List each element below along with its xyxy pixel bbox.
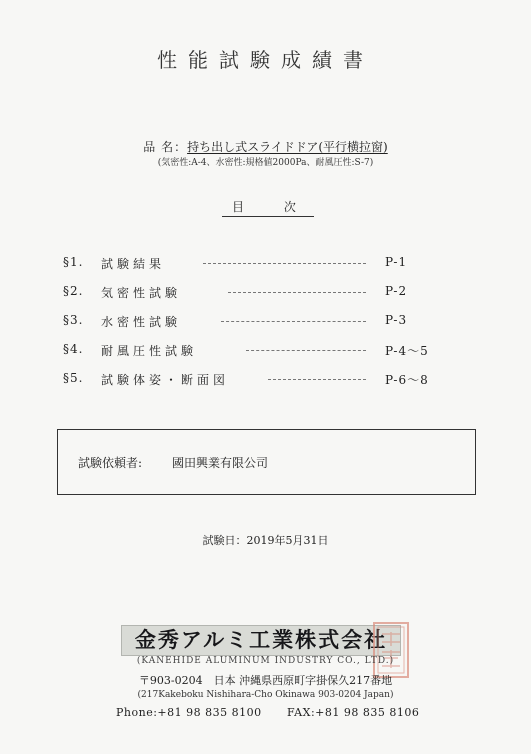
- toc-leader: [246, 350, 366, 351]
- company-logo: 金秀アルミ工業株式会社: [121, 625, 401, 656]
- product-name: 持ち出し式スライドドア(平行横拉窗): [187, 140, 388, 154]
- toc-item-label: 試験結果: [101, 257, 166, 271]
- toc-section-number: §4.: [63, 342, 84, 356]
- client-box: [57, 429, 476, 495]
- toc-item: [63, 342, 453, 360]
- toc-page: P-1: [385, 255, 408, 269]
- client-name: 國田興業有限公司: [172, 456, 269, 470]
- toc-item-label: 水密性試験: [101, 315, 182, 329]
- company-fax: FAX:+81 98 835 8106: [287, 706, 420, 719]
- toc-item: [63, 284, 453, 302]
- test-date: 試験日：2019年5月31日: [202, 534, 329, 547]
- toc-leader: [221, 321, 366, 322]
- company-address-japanese: 〒903-0204 日本 沖縄県西原町字掛保久217番地: [138, 674, 393, 687]
- company-seal-stamp: [370, 620, 412, 680]
- toc-item: [63, 371, 453, 389]
- company-address-english: (217Kakeboku Nishihara-Cho Okinawa 903-0204 Japan): [137, 690, 394, 700]
- toc-section-number: §3.: [63, 313, 84, 327]
- toc-leader: [203, 263, 366, 264]
- company-phone: Phone:+81 98 835 8100: [116, 706, 262, 719]
- toc-heading: 目 次: [222, 198, 314, 217]
- toc-item-label: 試験体姿・断面図: [101, 373, 230, 387]
- toc-item: [63, 313, 453, 331]
- toc-section-number: §1.: [63, 255, 84, 269]
- toc-page: P-2: [385, 284, 408, 298]
- toc-section-number: §2.: [63, 284, 84, 298]
- company-name-english: (KANEHIDE ALUMINUM INDUSTRY CO., LTD.): [136, 656, 395, 666]
- toc-section-number: §5.: [63, 371, 84, 385]
- toc-page: P-3: [385, 313, 408, 327]
- toc-leader: [268, 379, 366, 380]
- document-title: 性能試験成績書: [157, 48, 374, 72]
- toc-page: P-4～5: [385, 344, 429, 358]
- product-line: [0, 138, 531, 155]
- toc-page: P-6～8: [385, 373, 429, 387]
- toc-leader: [228, 292, 366, 293]
- toc-item-label: 耐風圧性試験: [101, 344, 198, 358]
- client-label: 試験依頼者:: [78, 456, 143, 470]
- toc-item: [63, 255, 453, 273]
- toc-item-label: 気密性試験: [101, 286, 182, 300]
- product-specs: (気密性:A-4、水密性:規格値2000Pa、耐風圧性:S-7): [157, 158, 374, 168]
- product-label: 品 名：: [143, 140, 188, 154]
